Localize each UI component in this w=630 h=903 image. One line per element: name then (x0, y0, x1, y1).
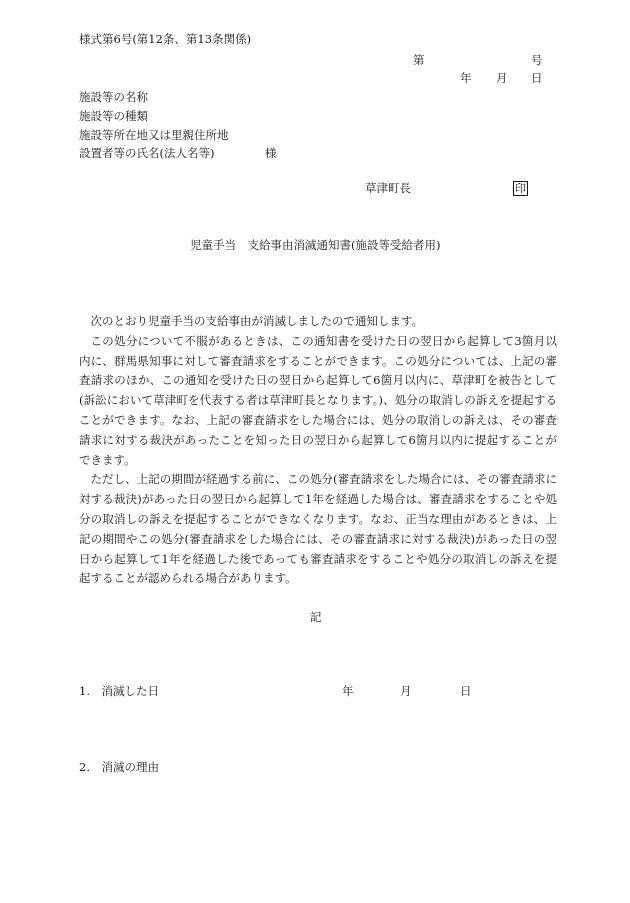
date-year: 年 (460, 71, 472, 85)
document-title: 児童手当 支給事由消滅通知書(施設等受給者用) (190, 238, 441, 252)
number-prefix: 第 (413, 53, 425, 67)
item-1-day: 日 (460, 684, 472, 698)
operator-name-label: 設置者等の氏名(法人名等) (79, 146, 215, 160)
item-1-month: 月 (400, 684, 412, 698)
seal-mark (513, 181, 528, 196)
item-2-label: 2. 消滅の理由 (79, 760, 159, 774)
seal-char: 印 (515, 182, 526, 195)
date-month: 月 (496, 71, 508, 85)
item-1-year: 年 (342, 684, 354, 698)
facility-type-label: 施設等の種類 (79, 109, 148, 123)
issuer-title: 草津町長 (365, 181, 411, 195)
notice-body (79, 312, 557, 589)
body-paragraph-2: この処分について不服があるときは、この通知書を受けた日の翌日から起算して3箇月以内に、群馬県知事に対して審査請求をすることができます。この処分については、上記の審査請求のほか、この通知を受けた日の翌日から起算して6箇月以内に、草津町を被告として(訴訟において草津町を代表する者は草津町長となります。)、処分の取消しの訴えを提起することができます。なお、上記の審査請求をした場合には、処分の取消しの訴えは、その審査請求に対する裁決があったことを知った日の翌日から起算して6箇月以内に提起することができます。 (79, 333, 557, 467)
body-paragraph-1: 次のとおり児童手当の支給事由が消滅しましたので通知します。 (90, 314, 424, 328)
ki-heading: 記 (310, 610, 322, 624)
date-day: 日 (531, 71, 543, 85)
form-label: 様式第6号(第12条、第13条関係) (79, 32, 252, 46)
facility-address-label: 施設等所在地又は里親住所地 (79, 128, 229, 142)
body-paragraph-3: ただし、上記の期間が経過する前に、この処分(審査請求をした場合には、その審査請求に対する裁決)があった日の翌日から起算して1年を経過した場合は、審査請求をすることや処分の取消しの訴えを提起することができなくなります。なお、正当な理由があるときは、上記の期間やこの処分(審査請求をした場合には、その審査請求に対する裁決)があった日の翌日から起算して1年を経過した後であっても審査請求をすることや処分の取消しの訴えを提起することが認められる場合があります。 (79, 472, 557, 586)
facility-name-label: 施設等の名称 (79, 90, 148, 104)
honorific: 様 (265, 146, 277, 160)
number-suffix: 号 (531, 53, 543, 67)
item-1-label: 1. 消滅した日 (79, 684, 159, 698)
